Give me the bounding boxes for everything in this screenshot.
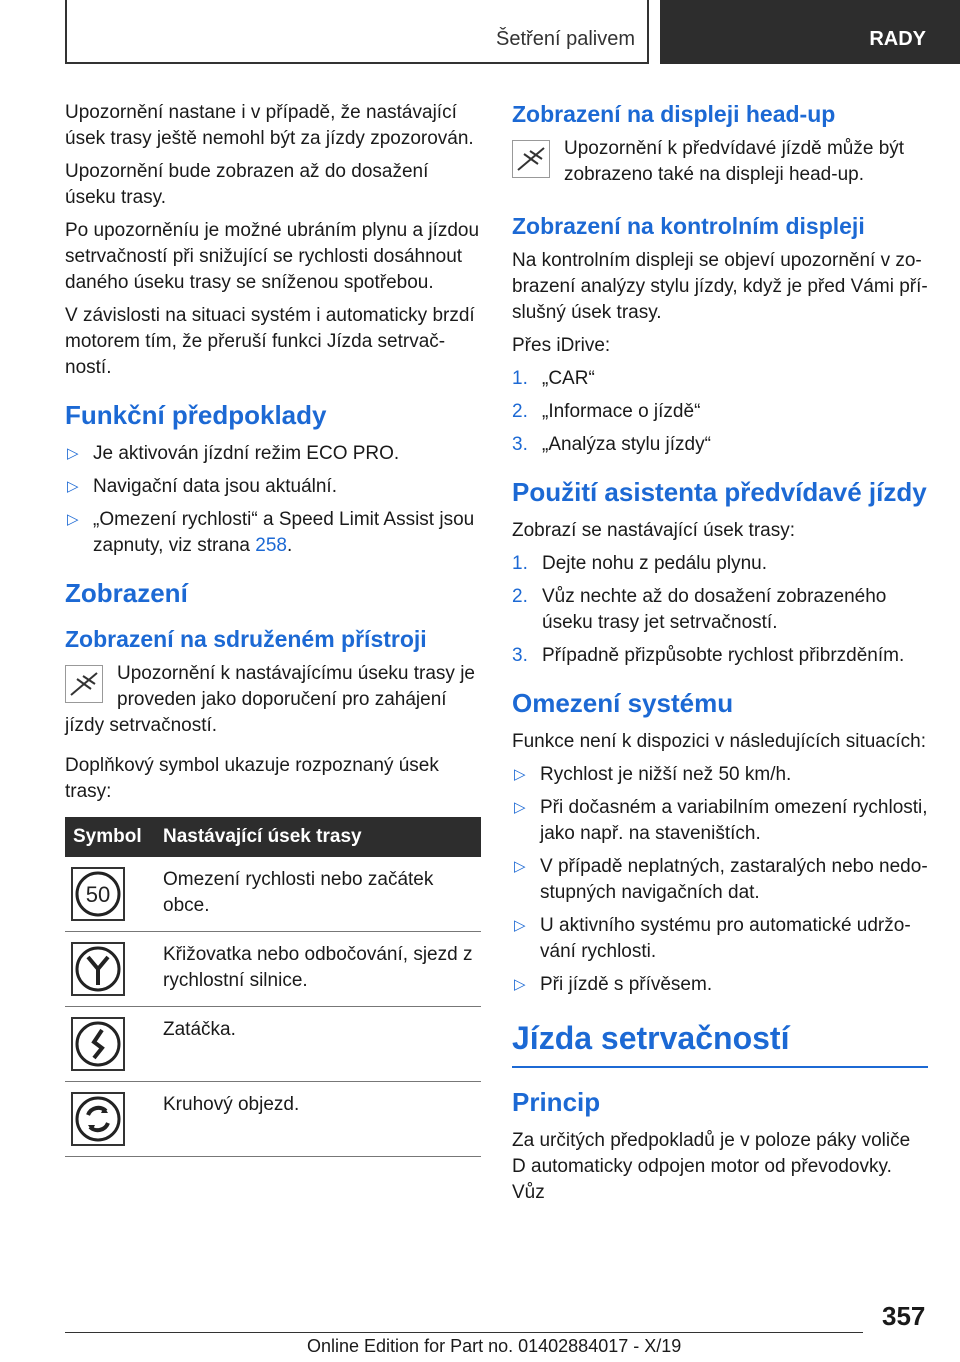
paragraph: Po upozorněníu je možné ubráním plynu a jízdou setrvačností při snižující se rychlosti dosáhnout daného úseku trasy se sníženou spotřebou. xyxy=(65,220,480,293)
table-header-symbol: Symbol xyxy=(65,817,155,857)
heading-limits: Omezení systému xyxy=(512,688,734,718)
paragraph: Funkce není k dispozici v následujících situacích: xyxy=(512,731,926,752)
list-item: 1. Dejte nohu z pedálu plynu. xyxy=(512,553,767,574)
coasting-hint-icon xyxy=(512,140,550,178)
page-number: 357 xyxy=(882,1301,926,1331)
footer-edition: Online Edition for Part no. 01402884017 - X/19 xyxy=(307,1336,682,1356)
left-column xyxy=(65,100,481,1157)
svg-text:50: 50 xyxy=(85,882,111,907)
list-item: ▷ „Omezení rychlosti“ a Speed Limit Assist jsou zapnuty, viz strana 258. xyxy=(67,509,475,556)
list-item: 3. „Analýza stylu jízdy“ xyxy=(512,434,711,455)
cluster-note: Upozornění k nastávajícímu úseku trasy je proveden jako doporučení pro zahájení jízdy setrvačností. xyxy=(65,663,476,736)
list-item: ▷ Při dočasném a variabilním omezení rychlosti, jako např. na staveništích. xyxy=(514,797,928,844)
heading-display: Zobrazení xyxy=(65,578,188,608)
paragraph: Doplňkový symbol ukazuje rozpoznaný úsek trasy: xyxy=(65,755,439,802)
paragraph: Zobrazí se nastávající úsek trasy: xyxy=(512,520,796,541)
table-cell: Kruhový objezd. xyxy=(155,1082,481,1157)
header-chapter-tab xyxy=(660,0,960,64)
list-item: ▷ Rychlost je nižší než 50 km/h. xyxy=(512,762,928,788)
triangle-bullet-icon: ▷ xyxy=(67,445,79,462)
heading-principle: Princip xyxy=(512,1087,601,1117)
coasting-hint-icon xyxy=(65,665,103,703)
junction-icon xyxy=(71,942,125,996)
roundabout-icon xyxy=(71,1092,125,1146)
table-cell: Křižovatka nebo odbočování, sjezd z rychlostní silnice. xyxy=(155,932,481,1007)
heading-prerequisites: Funkční předpoklady xyxy=(65,400,327,430)
curve-icon xyxy=(71,1017,125,1071)
paragraph: Na kontrolním displeji se objeví upozornění v zo-brazení analýzy stylu jízdy, když je před Vámi pří-slušný úsek trasy. xyxy=(512,250,928,323)
list-item: 2. Vůz nechte až do dosažení zobrazeného úseku trasy jet setrvačností. xyxy=(512,586,887,633)
heading-hud: Zobrazení na displeji head-up xyxy=(512,101,836,127)
list-item: 3. Případně přizpůsobte rychlost přibrzděním. xyxy=(512,645,905,666)
paragraph: V závislosti na situaci systém i automaticky brzdí motorem tím, že přeruší funkci Jízda setrvač-ností. xyxy=(65,305,475,378)
limits-list xyxy=(512,762,928,998)
triangle-bullet-icon: ▷ xyxy=(514,917,526,934)
idrive-steps xyxy=(512,366,928,458)
table-header-description: Nastávající úsek trasy xyxy=(155,817,481,857)
symbol-table xyxy=(65,817,481,1157)
paragraph: Za určitých předpokladů je v poloze páky voliče D automaticky odpojen motor od převodovky. Vůz xyxy=(512,1130,911,1203)
speed-limit-50-icon xyxy=(71,867,125,921)
table-row xyxy=(65,1082,481,1157)
triangle-bullet-icon: ▷ xyxy=(67,478,79,495)
triangle-bullet-icon: ▷ xyxy=(514,766,526,783)
list-item: ▷ U aktivního systému pro automatické udržo-vání rychlosti. xyxy=(514,915,911,962)
list-item: 2. „Informace o jízdě“ xyxy=(512,401,701,422)
triangle-bullet-icon: ▷ xyxy=(514,799,526,816)
prerequisites-list xyxy=(65,441,481,559)
heading-coasting: Jízda setrvačností xyxy=(512,1018,928,1068)
list-item: 1. „CAR“ xyxy=(512,368,595,389)
heading-control-display: Zobrazení na kontrolním displeji xyxy=(512,213,865,239)
table-row xyxy=(65,1007,481,1082)
paragraph: Upozornění nastane i v případě, že nastávající úsek trasy ještě nemohl být za jízdy zpozorován. xyxy=(65,102,474,149)
usage-steps xyxy=(512,551,928,669)
list-item: ▷ Při jízdě s přívěsem. xyxy=(512,972,928,998)
table-row xyxy=(65,932,481,1007)
table-cell: Zatáčka. xyxy=(155,1007,481,1082)
hud-note: Upozornění k předvídavé jízdě může být zobrazeno také na displeji head-up. xyxy=(512,136,928,188)
page-reference-link[interactable]: 258 xyxy=(255,535,287,556)
triangle-bullet-icon: ▷ xyxy=(67,511,79,528)
table-cell: Omezení rychlosti nebo začátek obce. xyxy=(155,857,481,932)
paragraph: Přes iDrive: xyxy=(512,335,611,356)
triangle-bullet-icon: ▷ xyxy=(514,976,526,993)
right-column xyxy=(512,100,928,1213)
list-item: ▷ Je aktivován jízdní režim ECO PRO. xyxy=(65,441,481,467)
header-chapter-label: RADY xyxy=(869,28,926,50)
list-item: ▷ Navigační data jsou aktuální. xyxy=(65,474,481,500)
list-item: ▷ V případě neplatných, zastaralých nebo nedo-stupných navigačních dat. xyxy=(514,856,928,903)
heading-cluster-display: Zobrazení na sdruženém přístroji xyxy=(65,626,427,652)
paragraph: Upozornění bude zobrazen až do dosažení úseku trasy. xyxy=(65,161,429,208)
triangle-bullet-icon: ▷ xyxy=(514,858,526,875)
footer-divider xyxy=(65,1332,863,1333)
header-section-title: Šetření palivem xyxy=(496,28,635,50)
heading-usage: Použití asistenta předvídavé jízdy xyxy=(512,477,927,507)
table-row xyxy=(65,857,481,932)
